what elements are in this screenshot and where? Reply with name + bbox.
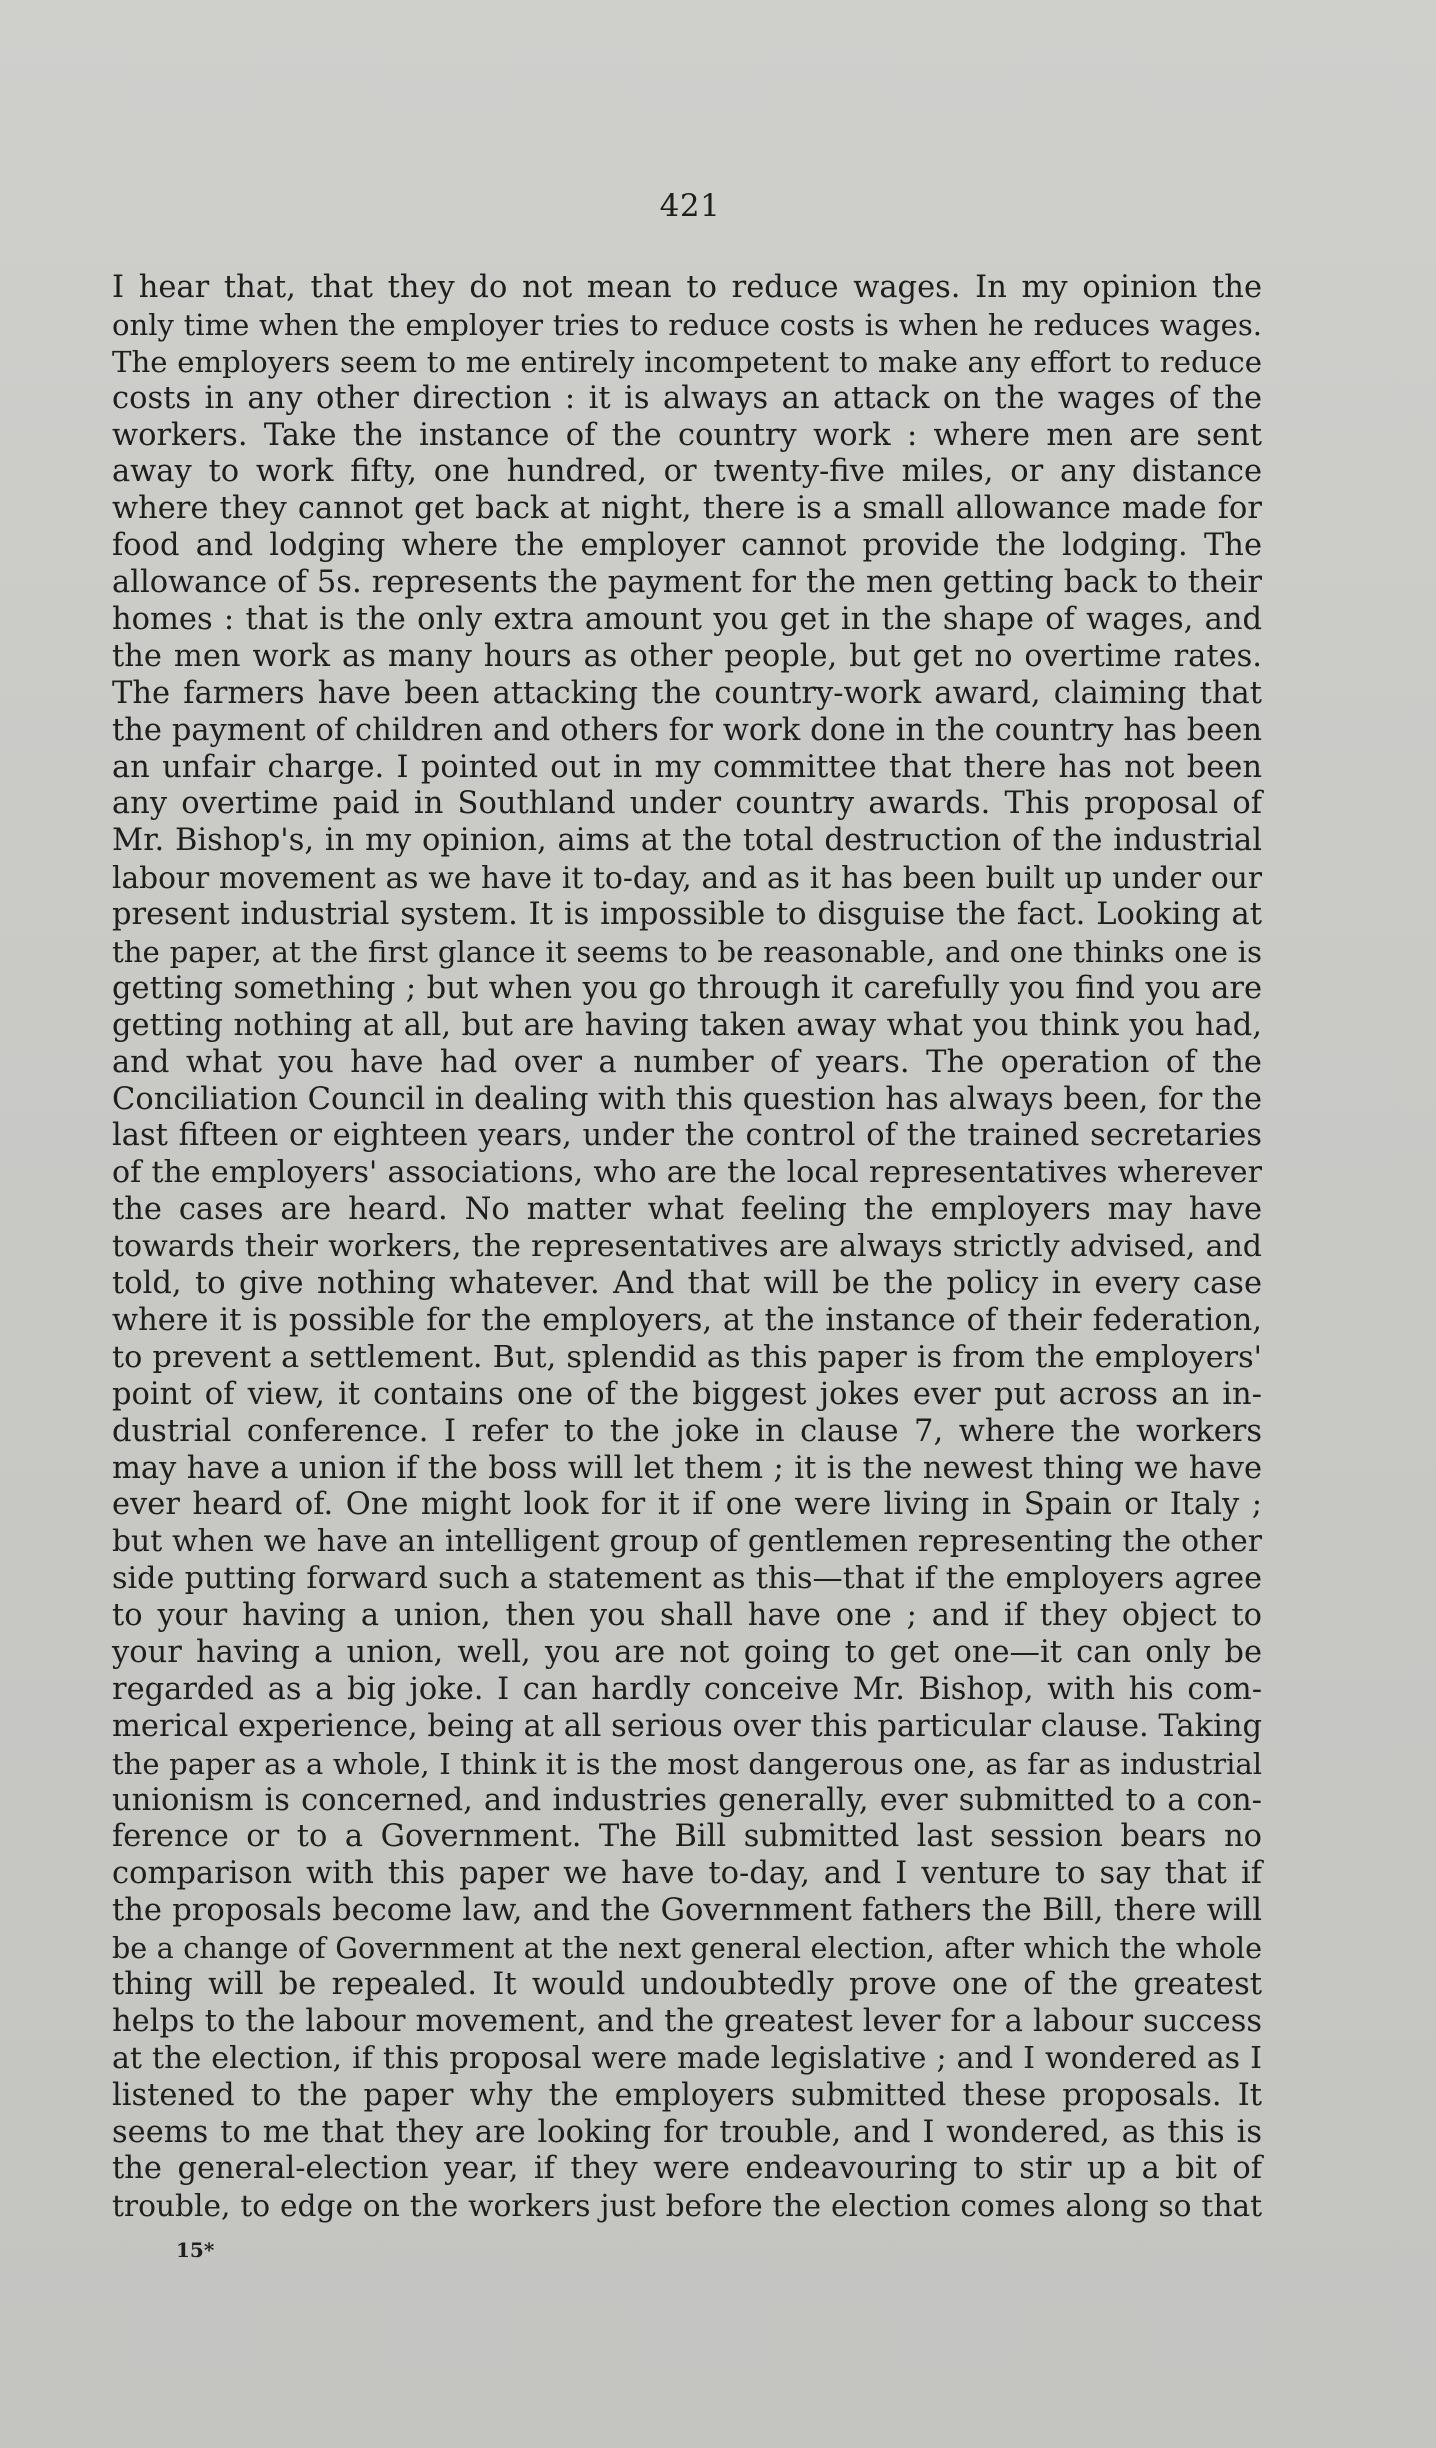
text-line: listened to the paper why the employers submitted these proposals. It: [112, 2077, 1262, 2113]
text-line: the general-election year, if they were endeavouring to stir up a bit of: [112, 2151, 1262, 2187]
text-line: of the employers' associations, who are the local representatives wherever: [112, 1155, 1262, 1191]
text-line: getting nothing at all, but are having taken away what you think you had,: [112, 1007, 1262, 1043]
text-line: but when we have an intelligent group of gentlemen representing the other: [112, 1524, 1262, 1560]
text-line: the cases are heard. No matter what feeling the employers may have: [112, 1192, 1262, 1228]
text-line: thing will be repealed. It would undoubtedly prove one of the greatest: [112, 1966, 1262, 2002]
text-line: unionism is concerned, and industries generally, ever submitted to a con-: [112, 1782, 1262, 1818]
text-line: away to work fifty, one hundred, or twenty-five miles, or any distance: [112, 454, 1262, 490]
text-line: any overtime paid in Southland under country awards. This proposal of: [112, 786, 1262, 822]
text-line: the payment of children and others for work done in the country has been: [112, 712, 1262, 748]
text-line: be a change of Government at the next general election, after which the whole: [112, 1931, 1262, 1966]
text-line: Conciliation Council in dealing with this question has always been, for the: [112, 1081, 1262, 1117]
text-line: comparison with this paper we have to-day, and I venture to say that if: [112, 1856, 1262, 1892]
text-line: where they cannot get back at night, there is a small allowance made for: [112, 491, 1262, 527]
signature-mark: 15*: [176, 2238, 215, 2262]
text-line: seems to me that they are looking for trouble, and I wondered, as this is: [112, 2114, 1262, 2150]
text-line: present industrial system. It is impossible to disguise the fact. Looking at: [112, 897, 1262, 933]
text-line: told, to give nothing whatever. And that will be the policy in every case: [112, 1266, 1262, 1302]
text-line: the proposals become law, and the Government fathers the Bill, there will: [112, 1893, 1262, 1929]
text-line: where it is possible for the employers, at the instance of their federation,: [112, 1302, 1262, 1338]
text-line: your having a union, well, you are not going to get one—it can only be: [112, 1634, 1262, 1670]
text-line: homes : that is the only extra amount you get in the shape of wages, and: [112, 602, 1262, 638]
text-line: food and lodging where the employer cannot provide the lodging. The: [112, 528, 1262, 564]
text-line: may have a union if the boss will let them ; it is the newest thing we have: [112, 1450, 1262, 1486]
text-line: towards their workers, the representatives are always strictly advised, and: [112, 1229, 1262, 1265]
text-line: the paper, at the first glance it seems to be reasonable, and one thinks one is: [112, 935, 1262, 970]
text-line: and what you have had over a number of years. The operation of the: [112, 1044, 1262, 1080]
text-line: labour movement as we have it to-day, and as it has been built up under our: [112, 860, 1262, 896]
text-line: dustrial conference. I refer to the joke in clause 7, where the workers: [112, 1413, 1262, 1449]
text-line: Mr. Bishop's, in my opinion, aims at the total destruction of the industrial: [112, 823, 1262, 859]
text-line: at the election, if this proposal were made legislative ; and I wondered as I: [112, 2040, 1262, 2076]
text-line: merical experience, being at all serious over this particular clause. Taking: [112, 1708, 1262, 1744]
text-line: helps to the labour movement, and the greatest lever for a labour success: [112, 2003, 1262, 2039]
text-line: the paper as a whole, I think it is the most dangerous one, as far as industrial: [112, 1746, 1262, 1781]
text-line: allowance of 5s. represents the payment for the men getting back to their: [112, 565, 1262, 601]
text-line: I hear that, that they do not mean to reduce wages. In my opinion the: [112, 270, 1262, 305]
text-line: last fifteen or eighteen years, under the control of the trained secretaries: [112, 1118, 1262, 1154]
body-text: [112, 270, 1262, 2225]
page-number: 421: [659, 188, 721, 224]
text-line: The employers seem to me entirely incompetent to make any effort to reduce: [112, 344, 1262, 379]
text-line: costs in any other direction : it is always an attack on the wages of the: [112, 380, 1262, 416]
text-line: ference or to a Government. The Bill submitted last session bears no: [112, 1819, 1262, 1855]
text-line: to your having a union, then you shall have one ; and if they object to: [112, 1598, 1262, 1634]
text-line: only time when the employer tries to reduce costs is when he reduces wages.: [112, 307, 1262, 342]
text-line: ever heard of. One might look for it if one were living in Spain or Italy ;: [112, 1487, 1262, 1523]
text-line: the men work as many hours as other people, but get no overtime rates.: [112, 638, 1262, 674]
text-line: an unfair charge. I pointed out in my committee that there has not been: [112, 749, 1262, 785]
text-line: to prevent a settlement. But, splendid as this paper is from the employers': [112, 1339, 1262, 1375]
text-line: side putting forward such a statement as this—that if the employers agree: [112, 1561, 1262, 1597]
text-line: trouble, to edge on the workers just before the election comes along so that: [112, 2188, 1262, 2224]
text-line: getting something ; but when you go through it carefully you find you are: [112, 970, 1262, 1006]
text-line: The farmers have been attacking the country-work award, claiming that: [112, 675, 1262, 711]
text-line: point of view, it contains one of the biggest jokes ever put across an in-: [112, 1376, 1262, 1412]
text-line: workers. Take the instance of the country work : where men are sent: [112, 417, 1262, 453]
text-line: regarded as a big joke. I can hardly conceive Mr. Bishop, with his com-: [112, 1671, 1262, 1707]
